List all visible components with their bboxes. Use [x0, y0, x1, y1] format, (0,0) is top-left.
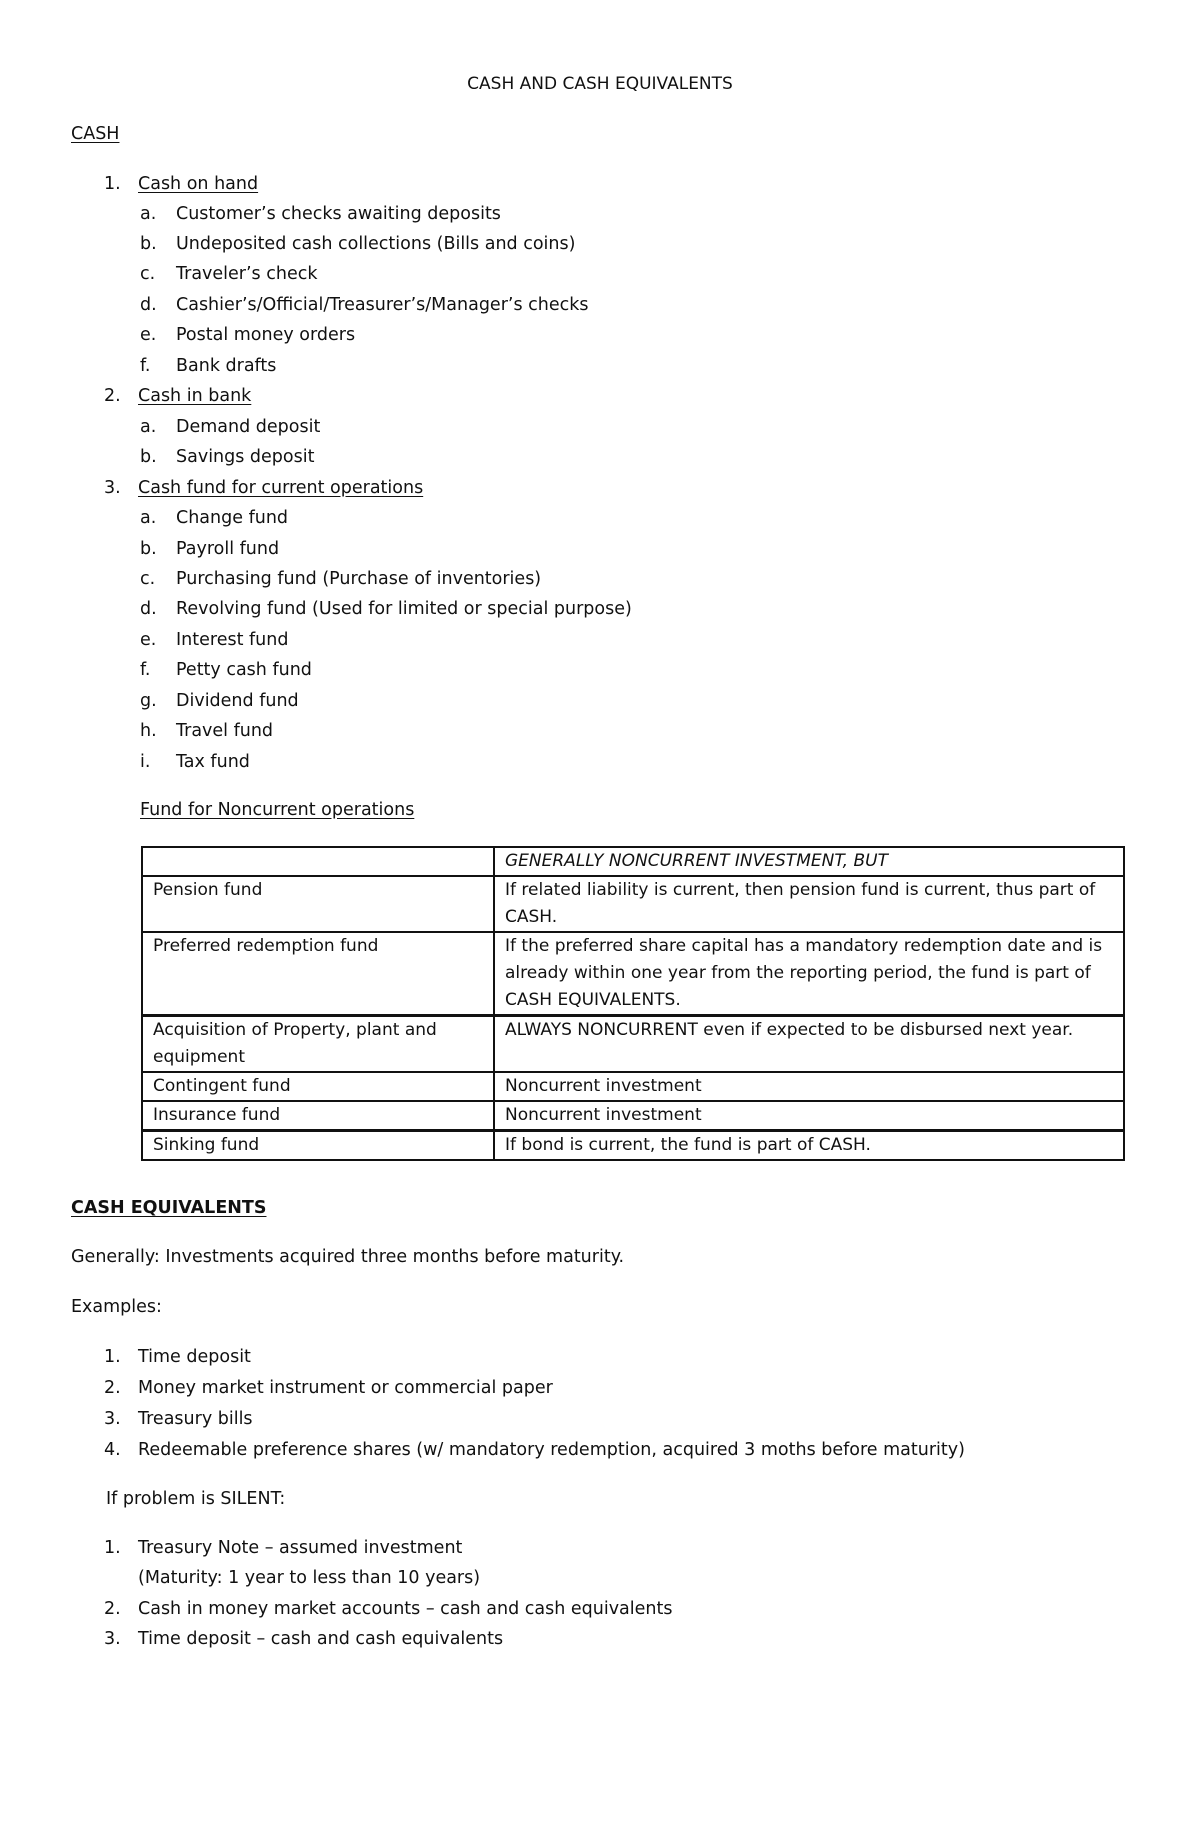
- sub-item: [140, 629, 288, 651]
- silent-item: [104, 1598, 672, 1620]
- sub-letter: e.: [140, 325, 157, 345]
- example-item: [104, 1346, 251, 1368]
- item-text: Time deposit: [138, 1347, 251, 1367]
- item-number: 1.: [104, 1538, 121, 1558]
- sub-item: [140, 355, 276, 377]
- sub-letter: i.: [140, 752, 151, 772]
- table-row: [142, 1131, 1124, 1161]
- fund-note: Noncurrent investment: [494, 1101, 1124, 1131]
- item-number: 2.: [104, 1599, 121, 1619]
- sub-text: Payroll fund: [176, 539, 280, 559]
- item-label: Cash in bank: [138, 386, 252, 406]
- example-item: [104, 1408, 253, 1430]
- sub-item: [140, 416, 320, 438]
- table-row: [142, 876, 1124, 932]
- examples-label: Examples:: [71, 1297, 162, 1317]
- fund-note: If the preferred share capital has a mandatory redemption date and is already within one year from the reporting period, the fund is part of CASH EQUIVALENTS.: [494, 932, 1124, 1016]
- sub-letter: f.: [140, 660, 151, 680]
- fund-name: Contingent fund: [142, 1072, 494, 1101]
- table-row: [142, 1016, 1124, 1073]
- sub-text: Interest fund: [176, 630, 289, 650]
- item-number: 3.: [104, 1409, 121, 1429]
- sub-item: [140, 751, 250, 773]
- sub-text: Change fund: [176, 508, 289, 528]
- sub-letter: c.: [140, 569, 156, 589]
- sub-item: [140, 568, 541, 590]
- item-label: Cash fund for current operations: [138, 478, 424, 498]
- silent-item-sub: (Maturity: 1 year to less than 10 years): [138, 1568, 481, 1588]
- item-text: Time deposit – cash and cash equivalents: [138, 1629, 504, 1649]
- sub-letter: f.: [140, 356, 151, 376]
- sub-text: Purchasing fund (Purchase of inventories): [176, 569, 542, 589]
- sub-text: Travel fund: [176, 721, 274, 741]
- table-row: [142, 932, 1124, 1016]
- fund-note: ALWAYS NONCURRENT even if expected to be disbursed next year.: [494, 1016, 1124, 1073]
- sub-letter: a.: [140, 508, 157, 528]
- silent-item: [104, 1537, 462, 1559]
- sub-text: Tax fund: [176, 752, 250, 772]
- silent-item: [104, 1628, 503, 1650]
- sub-text: Bank drafts: [176, 356, 277, 376]
- table-row: [142, 1101, 1124, 1131]
- item-label: Cash on hand: [138, 174, 259, 194]
- example-item: [104, 1439, 965, 1461]
- fund-name: Pension fund: [142, 876, 494, 932]
- sub-letter: b.: [140, 447, 157, 467]
- sub-item: [140, 233, 575, 255]
- item-number: 3.: [104, 1629, 121, 1649]
- sub-letter: a.: [140, 204, 157, 224]
- table-header-row: [142, 847, 1124, 876]
- sub-text: Savings deposit: [176, 447, 315, 467]
- sub-text: Traveler’s check: [176, 264, 318, 284]
- sub-item: [140, 203, 501, 225]
- sub-letter: d.: [140, 599, 157, 619]
- item-number: 1.: [104, 174, 121, 194]
- noncurrent-heading: Fund for Noncurrent operations: [140, 800, 415, 820]
- generally-text: Generally: Investments acquired three months before maturity.: [71, 1247, 625, 1267]
- fund-note: If related liability is current, then pension fund is current, thus part of CASH.: [494, 876, 1124, 932]
- sub-item: [140, 263, 317, 285]
- sub-item: [140, 538, 279, 560]
- item-text: Treasury bills: [138, 1409, 253, 1429]
- sub-text: Cashier’s/Official/Treasurer’s/Manager’s checks: [176, 295, 589, 315]
- sub-text: Petty cash fund: [176, 660, 312, 680]
- item-number: 4.: [104, 1440, 121, 1460]
- sub-text: Revolving fund (Used for limited or special purpose): [176, 599, 632, 619]
- fund-note: If bond is current, the fund is part of CASH.: [494, 1131, 1124, 1161]
- fund-name: Sinking fund: [142, 1131, 494, 1161]
- item-number: 2.: [104, 1378, 121, 1398]
- table-header: GENERALLY NONCURRENT INVESTMENT, BUT: [494, 847, 1124, 876]
- item-text: Redeemable preference shares (w/ mandatory redemption, acquired 3 moths before maturity): [138, 1440, 965, 1460]
- cash-equivalents-heading: CASH EQUIVALENTS: [71, 1198, 267, 1218]
- item-number: 1.: [104, 1347, 121, 1367]
- fund-name: Preferred redemption fund: [142, 932, 494, 1016]
- item-text: Money market instrument or commercial paper: [138, 1378, 553, 1398]
- list-item: [104, 173, 258, 195]
- sub-text: Demand deposit: [176, 417, 321, 437]
- list-item: [104, 477, 423, 499]
- item-number: 2.: [104, 386, 121, 406]
- sub-item: [140, 720, 273, 742]
- sub-letter: h.: [140, 721, 157, 741]
- sub-item: [140, 690, 299, 712]
- fund-name: Acquisition of Property, plant and equipment: [142, 1016, 494, 1073]
- sub-item: [140, 446, 314, 468]
- item-number: 3.: [104, 478, 121, 498]
- fund-note: Noncurrent investment: [494, 1072, 1124, 1101]
- sub-text: Dividend fund: [176, 691, 299, 711]
- sub-text: Undeposited cash collections (Bills and coins): [176, 234, 576, 254]
- list-item: [104, 385, 251, 407]
- sub-letter: e.: [140, 630, 157, 650]
- item-text: Treasury Note – assumed investment: [138, 1538, 463, 1558]
- sub-item: [140, 294, 589, 316]
- sub-letter: g.: [140, 691, 157, 711]
- fund-name: Insurance fund: [142, 1101, 494, 1131]
- example-item: [104, 1377, 553, 1399]
- sub-letter: b.: [140, 539, 157, 559]
- sub-letter: a.: [140, 417, 157, 437]
- sub-item: [140, 598, 632, 620]
- sub-item: [140, 324, 355, 346]
- sub-item: [140, 507, 288, 529]
- sub-text: Postal money orders: [176, 325, 356, 345]
- item-text: Cash in money market accounts – cash and cash equivalents: [138, 1599, 673, 1619]
- sub-letter: c.: [140, 264, 156, 284]
- page-title: CASH AND CASH EQUIVALENTS: [467, 74, 733, 94]
- silent-label: If problem is SILENT:: [106, 1489, 286, 1509]
- sub-letter: d.: [140, 295, 157, 315]
- cash-heading: CASH: [71, 124, 120, 144]
- sub-letter: b.: [140, 234, 157, 254]
- noncurrent-funds-table: [141, 846, 1125, 1161]
- sub-text: Customer’s checks awaiting deposits: [176, 204, 501, 224]
- sub-item: [140, 659, 312, 681]
- table-row: [142, 1072, 1124, 1101]
- table-cell: [142, 847, 494, 876]
